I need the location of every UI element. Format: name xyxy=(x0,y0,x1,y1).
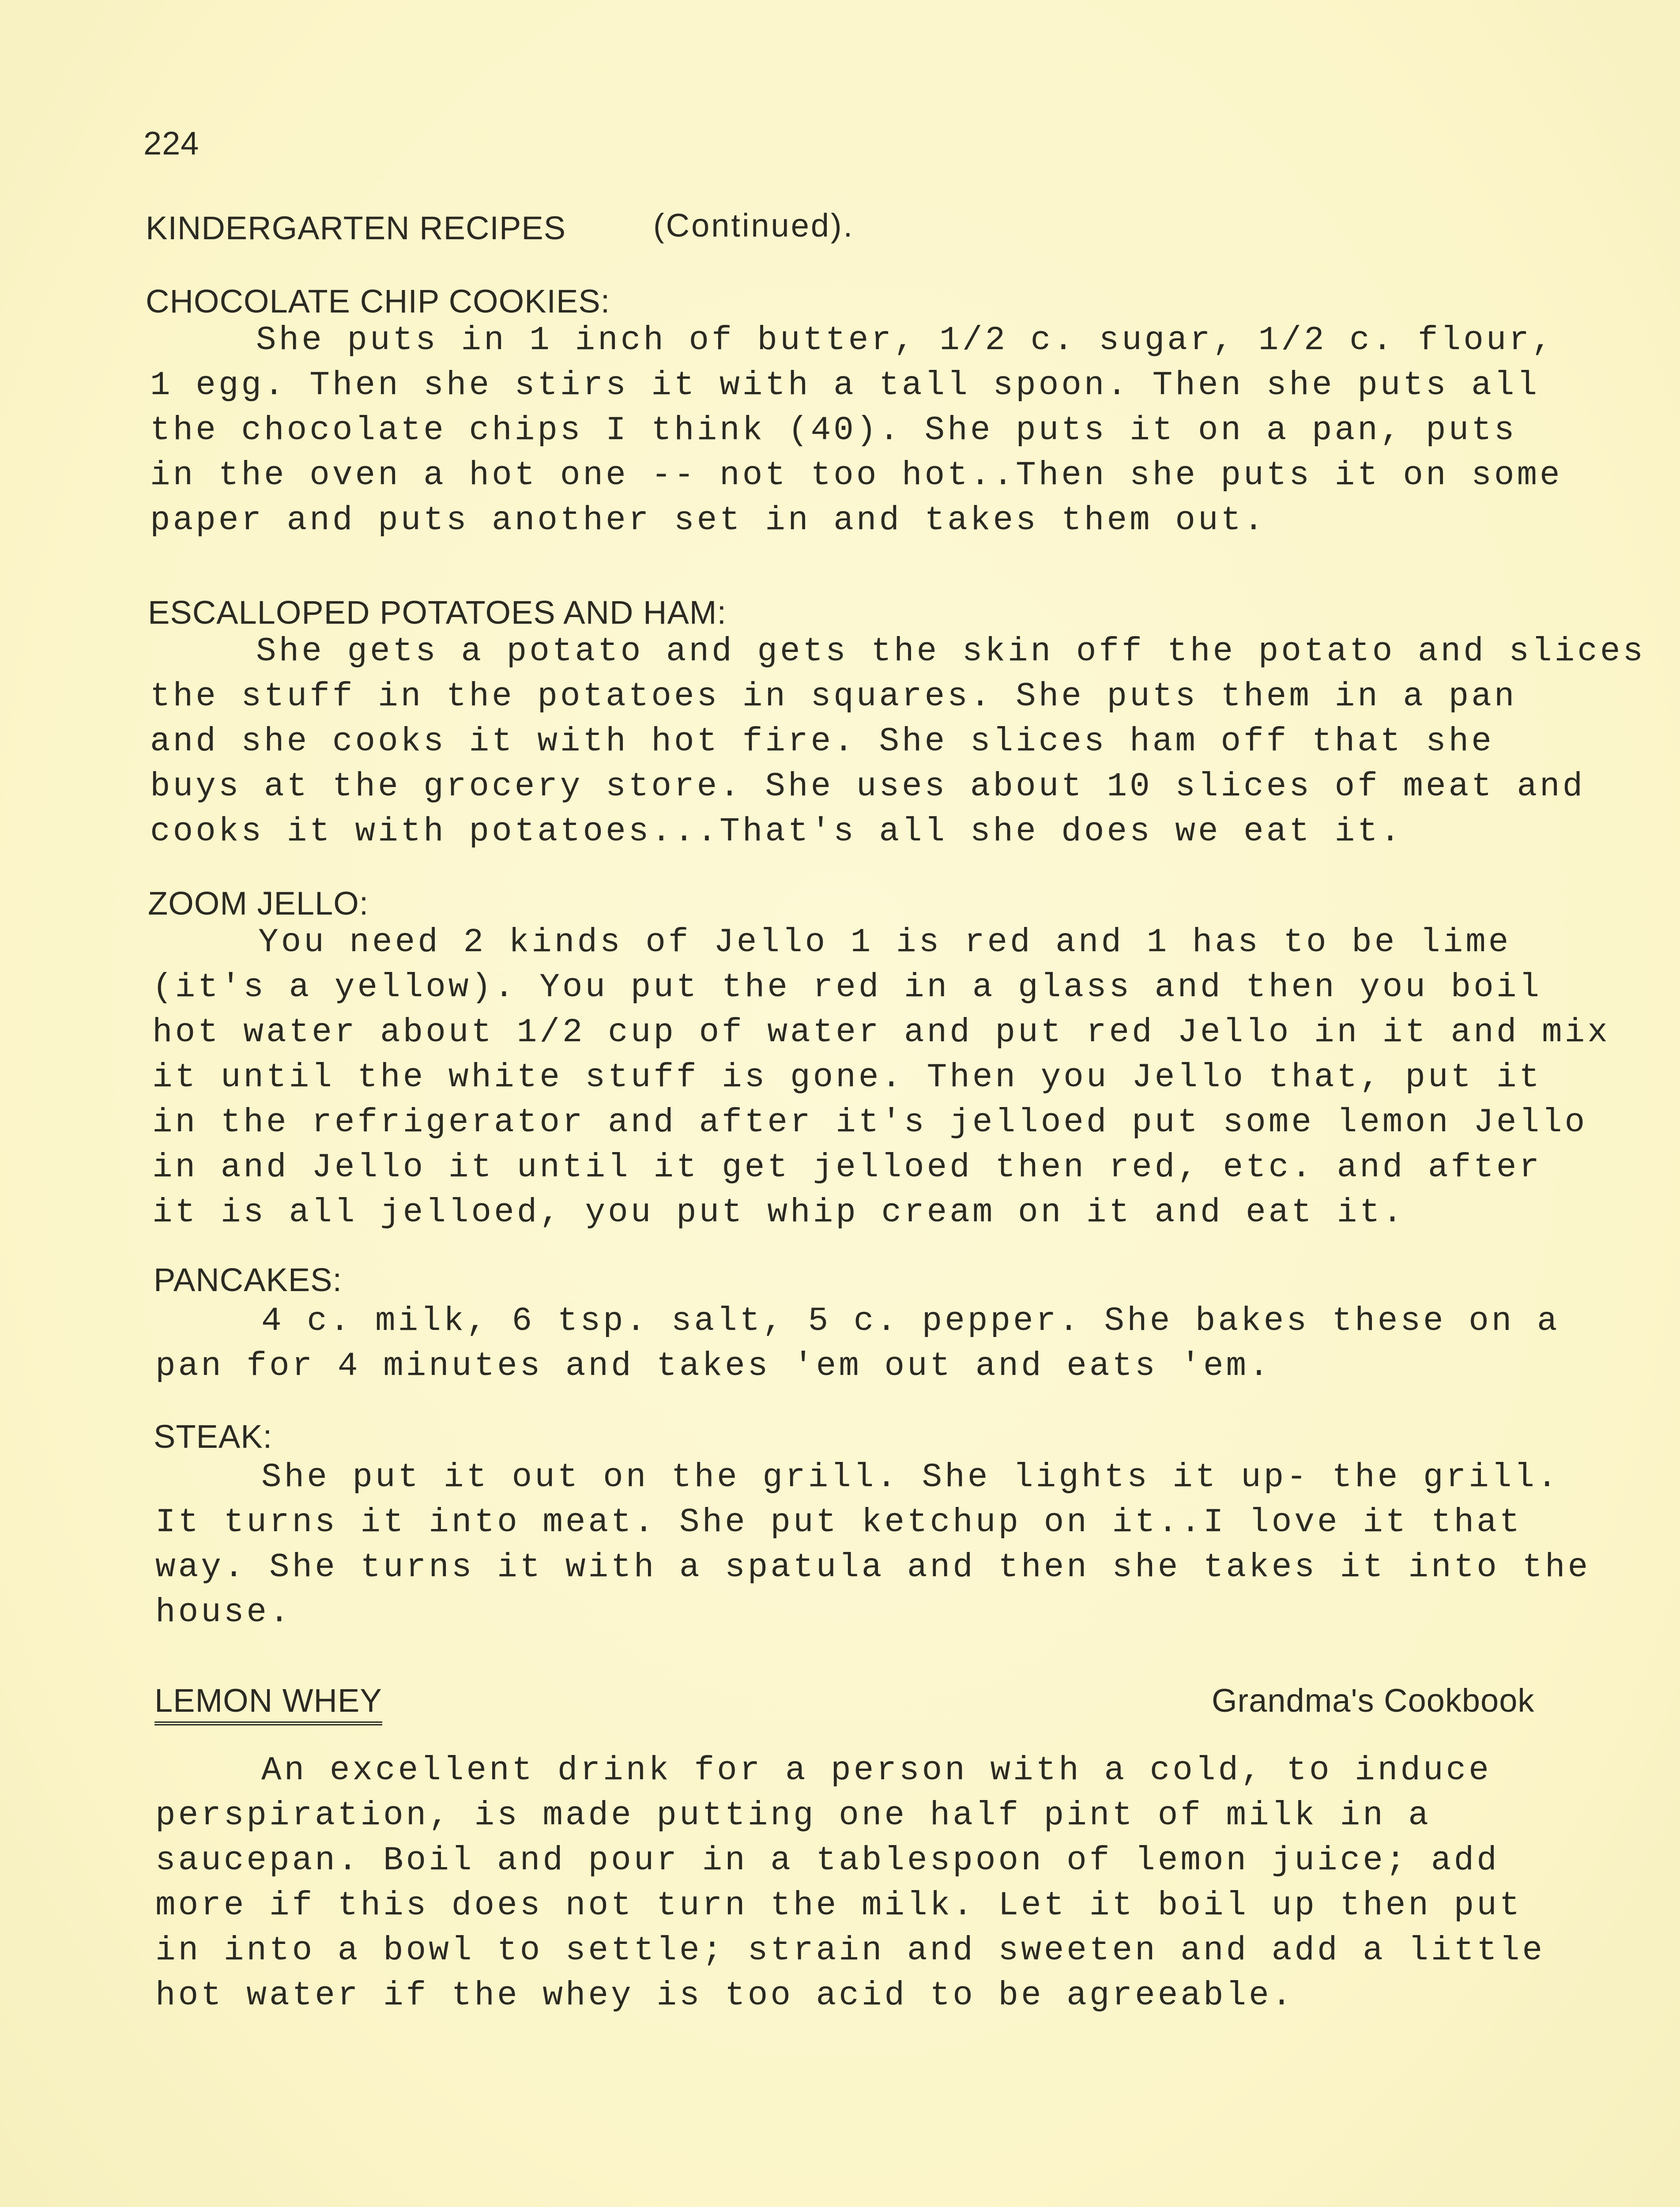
text-line: it until the white stuff is gone. Then you Jello that, put it xyxy=(152,1058,1542,1096)
page-number: 224 xyxy=(143,125,200,162)
text-line: hot water about 1/2 cup of water and put red Jello in it and mix xyxy=(152,1013,1610,1051)
recipe-body-escalloped-potatoes xyxy=(150,629,1646,854)
recipe-body-pancakes xyxy=(155,1299,1560,1389)
text-line: the chocolate chips I think (40). She puts it on a pan, puts xyxy=(150,411,1517,449)
recipe-title-escalloped-potatoes: ESCALLOPED POTATOES AND HAM: xyxy=(148,594,727,631)
text-line: buys at the grocery store. She uses about 10 slices of meat and xyxy=(150,768,1586,806)
text-line: 4 c. milk, 6 tsp. salt, 5 c. pepper. She bakes these on a xyxy=(261,1302,1560,1340)
text-line: hot water if the whey is too acid to be agreeable. xyxy=(155,1977,1295,2015)
section-heading: KINDERGARTEN RECIPES xyxy=(146,210,566,246)
text-line: in the oven a hot one -- not too hot..Then she puts it on some xyxy=(150,456,1563,494)
text-line: pan for 4 minutes and takes 'em out and eats 'em. xyxy=(155,1347,1272,1385)
text-line: way. She turns it with a spatula and then she takes it into the xyxy=(155,1548,1591,1586)
text-line: house. xyxy=(155,1593,292,1631)
text-line: the stuff in the potatoes in squares. She puts them in a pan xyxy=(150,678,1517,716)
text-line: in the refrigerator and after it's jelloed put some lemon Jello xyxy=(152,1104,1588,1141)
recipe-body-zoom-jello xyxy=(152,920,1610,1235)
recipe-body-chocolate-chip-cookies xyxy=(150,318,1563,543)
text-line: 1 egg. Then she stirs it with a tall spoon. Then she puts all xyxy=(150,366,1540,404)
text-line: cooks it with potatoes...That's all she does we eat it. xyxy=(150,813,1403,851)
text-line: in and Jello it until it get jelloed then red, etc. and after xyxy=(152,1149,1542,1186)
text-line: An excellent drink for a person with a cold, to induce xyxy=(261,1751,1492,1789)
lemon-whey-title-text: LEMON WHEY xyxy=(154,1682,382,1725)
text-line: You need 2 kinds of Jello 1 is red and 1 has to be lime xyxy=(258,923,1511,961)
text-line: She puts in 1 inch of butter, 1/2 c. sugar, 1/2 c. flour, xyxy=(256,321,1555,359)
text-line: It turns it into meat. She put ketchup on it..I love it that xyxy=(155,1503,1522,1541)
recipe-body-steak xyxy=(155,1455,1590,1635)
text-line: it is all jelloed, you put whip cream on it and eat it. xyxy=(152,1194,1405,1232)
lemon-whey-source: Grandma's Cookbook xyxy=(1212,1682,1535,1719)
recipe-title-chocolate-chip-cookies: CHOCOLATE CHIP COOKIES: xyxy=(146,283,610,320)
lemon-whey-title xyxy=(154,1682,382,1719)
recipe-title-steak: STEAK: xyxy=(154,1418,273,1455)
recipe-title-zoom-jello: ZOOM JELLO: xyxy=(148,885,369,922)
text-line: in into a bowl to settle; strain and sweeten and add a little xyxy=(155,1932,1545,1970)
text-line: perspiration, is made putting one half pint of milk in a xyxy=(155,1796,1431,1834)
text-line: more if this does not turn the milk. Let it boil up then put xyxy=(155,1887,1522,1925)
text-line: paper and puts another set in and takes them out. xyxy=(150,501,1266,539)
recipe-title-pancakes: PANCAKES: xyxy=(154,1262,343,1298)
text-line: She gets a potato and gets the skin off the potato and slices xyxy=(256,633,1646,670)
text-line: and she cooks it with hot fire. She slices ham off that she xyxy=(150,723,1494,761)
text-line: (it's a yellow). You put the red in a glass and then you boil xyxy=(152,968,1542,1006)
text-line: She put it out on the grill. She lights it up- the grill. xyxy=(261,1458,1560,1496)
text-line: saucepan. Boil and pour in a tablespoon of lemon juice; add xyxy=(155,1842,1499,1879)
lemon-whey-body xyxy=(155,1748,1545,2018)
section-heading-continued: (Continued). xyxy=(653,207,855,244)
